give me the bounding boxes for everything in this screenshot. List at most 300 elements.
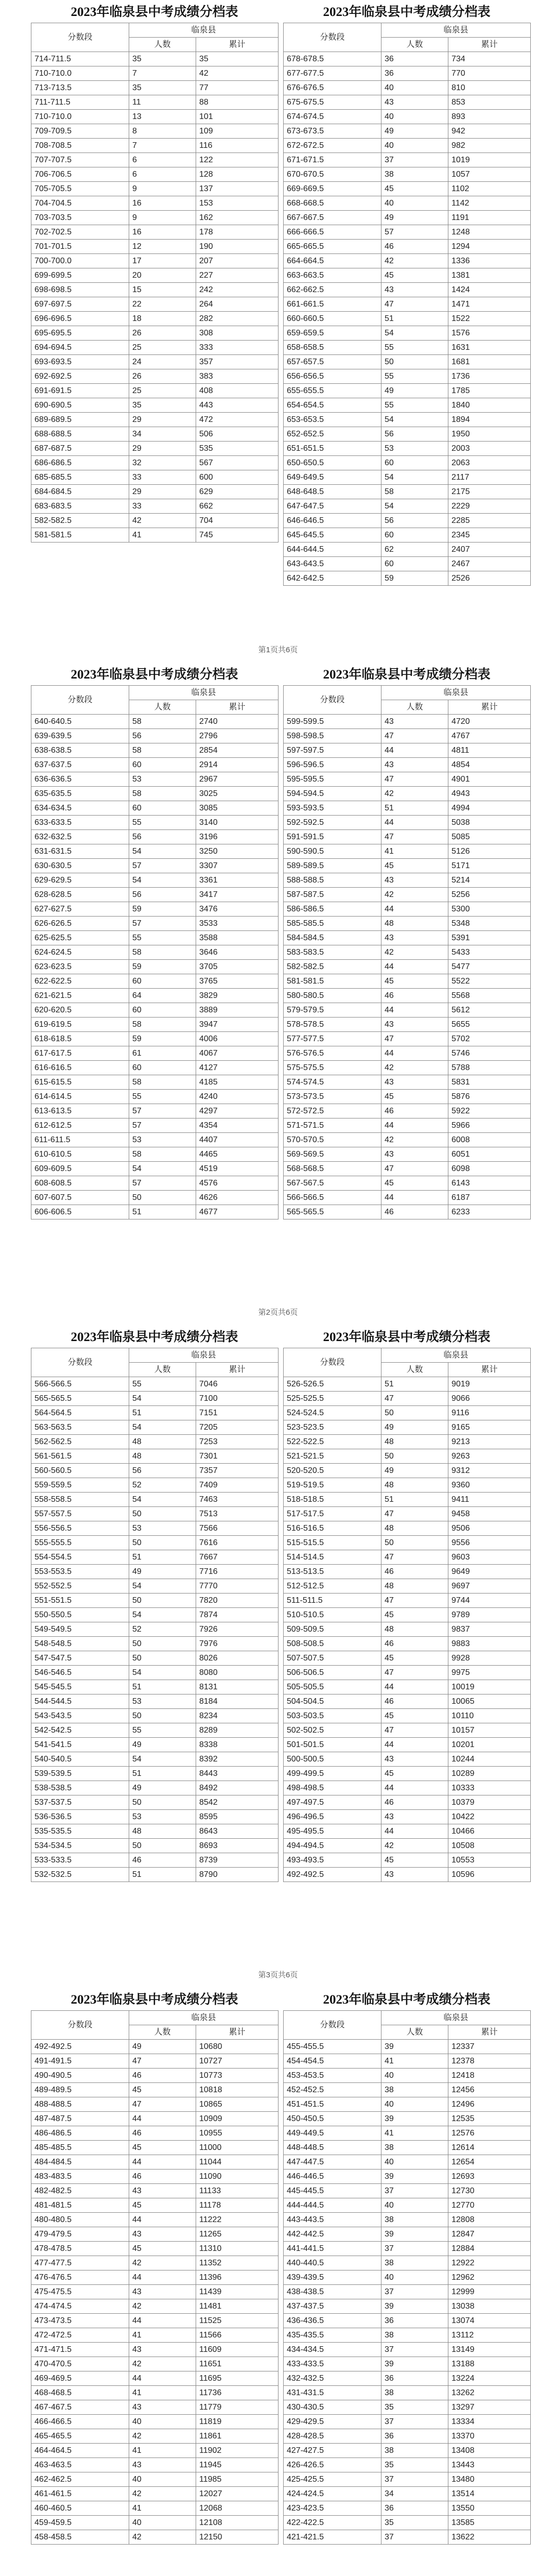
cell-count: 44	[129, 2270, 196, 2285]
cell-score-range: 567-567.5	[284, 1176, 381, 1191]
cell-cumulative: 408	[196, 384, 279, 398]
table-row	[31, 1839, 279, 1853]
cell-score-range: 490-490.5	[31, 2069, 129, 2083]
table-row	[284, 2083, 531, 2097]
table-row	[284, 196, 531, 211]
table-row	[284, 297, 531, 312]
cell-count: 47	[381, 830, 448, 844]
cell-score-range: 566-566.5	[31, 1377, 129, 1392]
cell-count: 39	[381, 2357, 448, 2371]
cell-count: 33	[129, 470, 196, 485]
cell-cumulative: 4677	[196, 1205, 279, 1219]
table-row	[31, 225, 279, 240]
table-row	[31, 1781, 279, 1795]
cell-count: 50	[129, 1191, 196, 1205]
cell-score-range: 671-671.5	[284, 153, 381, 167]
cell-score-range: 583-583.5	[284, 945, 381, 960]
cell-score-range: 499-499.5	[284, 1767, 381, 1781]
cell-count: 44	[381, 1118, 448, 1133]
cell-score-range: 555-555.5	[31, 1536, 129, 1550]
score-page	[0, 665, 556, 1327]
cell-score-range: 585-585.5	[284, 917, 381, 931]
cell-cumulative: 9213	[448, 1435, 531, 1449]
cell-score-range: 434-434.5	[284, 2343, 381, 2357]
cell-count: 42	[129, 2256, 196, 2270]
table-row	[284, 2054, 531, 2069]
table-row	[31, 1550, 279, 1565]
cell-count: 16	[129, 196, 196, 211]
table-row	[31, 1868, 279, 1882]
table-row	[284, 2242, 531, 2256]
table-row	[284, 1162, 531, 1176]
cell-count: 49	[381, 211, 448, 225]
cell-cumulative: 13370	[448, 2429, 531, 2444]
cell-score-range: 674-674.5	[284, 110, 381, 124]
cell-count: 47	[129, 2054, 196, 2069]
cell-cumulative: 2285	[448, 514, 531, 528]
table-row	[284, 758, 531, 772]
table-row	[31, 240, 279, 254]
cell-count: 36	[381, 2371, 448, 2386]
cell-cumulative: 7770	[196, 1579, 279, 1594]
table-row	[284, 729, 531, 743]
cell-score-range: 423-423.5	[284, 2501, 381, 2516]
cell-score-range: 694-694.5	[31, 341, 129, 355]
table-row	[31, 2285, 279, 2299]
cell-count: 42	[129, 2530, 196, 2545]
cell-cumulative: 10680	[196, 2040, 279, 2054]
table-row	[284, 499, 531, 514]
cell-score-range: 426-426.5	[284, 2458, 381, 2472]
cell-score-range: 689-689.5	[31, 413, 129, 427]
cell-count: 56	[129, 1464, 196, 1478]
header-row	[31, 686, 279, 700]
cell-count: 51	[381, 801, 448, 816]
table-row	[31, 2371, 279, 2386]
cell-count: 54	[129, 1752, 196, 1767]
cell-cumulative: 122	[196, 153, 279, 167]
cell-cumulative: 8693	[196, 1839, 279, 1853]
cell-score-range: 610-610.5	[31, 1147, 129, 1162]
table-row	[284, 1521, 531, 1536]
cell-count: 34	[381, 2487, 448, 2501]
score-table	[283, 2010, 531, 2545]
cell-score-range: 642-642.5	[284, 571, 381, 586]
cell-score-range: 660-660.5	[284, 312, 381, 326]
cell-score-range: 428-428.5	[284, 2429, 381, 2444]
cell-cumulative: 9603	[448, 1550, 531, 1565]
table-row	[31, 1104, 279, 1118]
cell-cumulative: 9556	[448, 1536, 531, 1550]
table-row	[31, 384, 279, 398]
cell-cumulative: 734	[448, 52, 531, 66]
cell-score-range: 478-478.5	[31, 2242, 129, 2256]
cell-cumulative: 7820	[196, 1594, 279, 1608]
cell-cumulative: 3140	[196, 816, 279, 830]
cell-score-range: 460-460.5	[31, 2501, 129, 2516]
cell-count: 58	[381, 485, 448, 499]
cell-cumulative: 770	[448, 66, 531, 81]
cell-count: 45	[381, 1709, 448, 1723]
table-row	[284, 1133, 531, 1147]
table-row	[284, 1493, 531, 1507]
cell-score-range: 435-435.5	[284, 2328, 381, 2343]
cell-count: 43	[381, 95, 448, 110]
table-row	[284, 1118, 531, 1133]
cell-cumulative: 13408	[448, 2444, 531, 2458]
table-row	[284, 1464, 531, 1478]
cell-cumulative: 9744	[448, 1594, 531, 1608]
cell-cumulative: 13480	[448, 2472, 531, 2487]
table-row	[31, 1795, 279, 1810]
cell-count: 44	[381, 902, 448, 917]
cell-cumulative: 10508	[448, 1839, 531, 1853]
cell-count: 51	[129, 1550, 196, 1565]
cell-cumulative: 8790	[196, 1868, 279, 1882]
table-row	[284, 1420, 531, 1435]
cell-score-range: 627-627.5	[31, 902, 129, 917]
cell-cumulative: 101	[196, 110, 279, 124]
cell-score-range: 606-606.5	[31, 1205, 129, 1219]
cell-count: 45	[129, 2198, 196, 2213]
cell-count: 50	[129, 1795, 196, 1810]
cell-cumulative: 3889	[196, 1003, 279, 1018]
cell-count: 45	[381, 1176, 448, 1191]
cell-cumulative: 2854	[196, 743, 279, 758]
table-row	[31, 801, 279, 816]
table-row	[284, 1795, 531, 1810]
table-row	[284, 1694, 531, 1709]
cell-count: 42	[381, 1061, 448, 1075]
cell-cumulative: 10727	[196, 2054, 279, 2069]
cell-count: 38	[381, 167, 448, 182]
page-footer: 第2页共6页	[258, 1308, 298, 1317]
table-row	[31, 1032, 279, 1046]
cell-score-range: 550-550.5	[31, 1608, 129, 1622]
cell-cumulative: 10773	[196, 2069, 279, 2083]
cell-count: 38	[381, 2444, 448, 2458]
cell-count: 38	[381, 2083, 448, 2097]
cell-count: 47	[129, 2097, 196, 2112]
header-score-range: 分数段	[31, 686, 129, 715]
cell-score-range: 614-614.5	[31, 1090, 129, 1104]
cell-count: 51	[381, 1377, 448, 1392]
cell-cumulative: 11736	[196, 2386, 279, 2400]
table-row	[31, 2184, 279, 2198]
cell-score-range: 487-487.5	[31, 2112, 129, 2126]
cell-count: 53	[129, 1810, 196, 1824]
cell-score-range: 649-649.5	[284, 470, 381, 485]
cell-cumulative: 7566	[196, 1521, 279, 1536]
table-row	[284, 873, 531, 888]
cell-cumulative: 3646	[196, 945, 279, 960]
cell-cumulative: 1142	[448, 196, 531, 211]
cell-cumulative: 2914	[196, 758, 279, 772]
cell-cumulative: 190	[196, 240, 279, 254]
cell-count: 45	[381, 974, 448, 989]
cell-score-range: 588-588.5	[284, 873, 381, 888]
cell-count: 45	[381, 1853, 448, 1868]
cell-count: 47	[381, 1594, 448, 1608]
table-row	[31, 1637, 279, 1651]
score-table-right	[283, 1990, 530, 2545]
cell-cumulative: 3705	[196, 960, 279, 974]
table-row	[284, 571, 531, 586]
cell-score-range: 623-623.5	[31, 960, 129, 974]
cell-count: 45	[381, 1608, 448, 1622]
cell-score-range: 508-508.5	[284, 1637, 381, 1651]
score-table-right	[283, 665, 530, 1219]
cell-count: 44	[129, 2314, 196, 2328]
cell-cumulative: 1191	[448, 211, 531, 225]
cell-count: 51	[381, 312, 448, 326]
cell-cumulative: 9411	[448, 1493, 531, 1507]
cell-count: 59	[129, 1032, 196, 1046]
cell-cumulative: 4767	[448, 729, 531, 743]
cell-score-range: 699-699.5	[31, 268, 129, 283]
cell-count: 35	[129, 52, 196, 66]
cell-cumulative: 1785	[448, 384, 531, 398]
cell-cumulative: 9263	[448, 1449, 531, 1464]
cell-cumulative: 5256	[448, 888, 531, 902]
cell-score-range: 470-470.5	[31, 2357, 129, 2371]
cell-count: 44	[129, 2213, 196, 2227]
table-row	[31, 2328, 279, 2343]
table-row	[31, 2097, 279, 2112]
cell-score-range: 635-635.5	[31, 787, 129, 801]
cell-cumulative: 5171	[448, 859, 531, 873]
table-row	[284, 2126, 531, 2141]
cell-score-range: 502-502.5	[284, 1723, 381, 1738]
cell-score-range: 509-509.5	[284, 1622, 381, 1637]
cell-count: 60	[129, 801, 196, 816]
cell-cumulative: 11222	[196, 2213, 279, 2227]
cell-count: 51	[129, 1205, 196, 1219]
cell-cumulative: 8131	[196, 1680, 279, 1694]
cell-cumulative: 8392	[196, 1752, 279, 1767]
cell-score-range: 483-483.5	[31, 2170, 129, 2184]
cell-score-range: 433-433.5	[284, 2357, 381, 2371]
cell-count: 43	[381, 1147, 448, 1162]
cell-count: 50	[129, 1839, 196, 1853]
table-row	[31, 2126, 279, 2141]
cell-cumulative: 5214	[448, 873, 531, 888]
table-row	[284, 2155, 531, 2170]
table-row	[284, 66, 531, 81]
table-row	[31, 427, 279, 442]
cell-cumulative: 13149	[448, 2343, 531, 2357]
table-row	[31, 2415, 279, 2429]
cell-count: 54	[129, 1420, 196, 1435]
cell-score-range: 651-651.5	[284, 442, 381, 456]
cell-score-range: 668-668.5	[284, 196, 381, 211]
cell-count: 41	[129, 2328, 196, 2343]
cell-score-range: 639-639.5	[31, 729, 129, 743]
cell-cumulative: 942	[448, 124, 531, 139]
table-row	[31, 66, 279, 81]
cell-score-range: 592-592.5	[284, 816, 381, 830]
table-row	[284, 110, 531, 124]
cell-score-range: 650-650.5	[284, 456, 381, 470]
cell-count: 42	[129, 2299, 196, 2314]
cell-count: 52	[129, 1478, 196, 1493]
cell-cumulative: 7301	[196, 1449, 279, 1464]
cell-score-range: 597-597.5	[284, 743, 381, 758]
score-table	[283, 1348, 531, 1882]
cell-score-range: 448-448.5	[284, 2141, 381, 2155]
cell-count: 26	[129, 369, 196, 384]
table-row	[284, 124, 531, 139]
cell-cumulative: 11439	[196, 2285, 279, 2299]
cell-score-range: 510-510.5	[284, 1608, 381, 1622]
cell-cumulative: 1840	[448, 398, 531, 413]
cell-count: 49	[129, 1565, 196, 1579]
cell-score-range: 421-421.5	[284, 2530, 381, 2545]
table-row	[31, 816, 279, 830]
table-row	[31, 167, 279, 182]
cell-cumulative: 2063	[448, 456, 531, 470]
cell-count: 38	[381, 2256, 448, 2270]
cell-count: 50	[129, 1651, 196, 1666]
table-row	[31, 1162, 279, 1176]
cell-count: 20	[129, 268, 196, 283]
cell-cumulative: 7926	[196, 1622, 279, 1637]
cell-count: 49	[381, 1464, 448, 1478]
cell-count: 45	[129, 2083, 196, 2097]
table-row	[284, 931, 531, 945]
cell-score-range: 593-593.5	[284, 801, 381, 816]
cell-score-range: 465-465.5	[31, 2429, 129, 2444]
cell-cumulative: 12337	[448, 2040, 531, 2054]
table-row	[31, 326, 279, 341]
cell-cumulative: 12770	[448, 2198, 531, 2213]
cell-count: 41	[381, 844, 448, 859]
cell-cumulative: 7716	[196, 1565, 279, 1579]
cell-count: 48	[381, 1521, 448, 1536]
header-score-range: 分数段	[284, 686, 381, 715]
cell-score-range: 422-422.5	[284, 2516, 381, 2530]
cell-count: 40	[381, 2155, 448, 2170]
cell-cumulative: 4626	[196, 1191, 279, 1205]
table-row	[284, 355, 531, 369]
cell-score-range: 713-713.5	[31, 81, 129, 95]
cell-count: 50	[381, 1406, 448, 1420]
table-row	[284, 1090, 531, 1104]
cell-cumulative: 8595	[196, 1810, 279, 1824]
table-row	[284, 95, 531, 110]
cell-score-range: 653-653.5	[284, 413, 381, 427]
cell-score-range: 620-620.5	[31, 1003, 129, 1018]
table-row	[31, 341, 279, 355]
table-row	[284, 1810, 531, 1824]
cell-count: 29	[129, 442, 196, 456]
cell-score-range: 562-562.5	[31, 1435, 129, 1449]
cell-score-range: 523-523.5	[284, 1420, 381, 1435]
cell-count: 55	[381, 341, 448, 355]
cell-score-range: 444-444.5	[284, 2198, 381, 2213]
page-footer: 第1页共6页	[258, 646, 298, 654]
table-row	[284, 1205, 531, 1219]
table-row	[31, 514, 279, 528]
cell-cumulative: 12847	[448, 2227, 531, 2242]
cell-count: 35	[129, 398, 196, 413]
cell-count: 12	[129, 240, 196, 254]
table-row	[31, 2112, 279, 2126]
cell-cumulative: 333	[196, 341, 279, 355]
cell-cumulative: 13074	[448, 2314, 531, 2328]
score-table	[283, 685, 531, 1219]
cell-cumulative: 11265	[196, 2227, 279, 2242]
table-row	[284, 1392, 531, 1406]
table-row	[284, 1666, 531, 1680]
cell-cumulative: 13262	[448, 2386, 531, 2400]
cell-count: 56	[129, 888, 196, 902]
cell-cumulative: 11481	[196, 2299, 279, 2314]
cell-count: 62	[381, 543, 448, 557]
cell-count: 50	[129, 1536, 196, 1550]
cell-score-range: 710-710.0	[31, 110, 129, 124]
table-row	[284, 1637, 531, 1651]
cell-cumulative: 10110	[448, 1709, 531, 1723]
cell-score-range: 442-442.5	[284, 2227, 381, 2242]
table-row	[284, 470, 531, 485]
cell-score-range: 471-471.5	[31, 2343, 129, 2357]
cell-count: 43	[129, 2400, 196, 2415]
cell-score-range: 707-707.5	[31, 153, 129, 167]
cell-count: 42	[381, 888, 448, 902]
table-row	[31, 902, 279, 917]
cell-count: 25	[129, 341, 196, 355]
table-row	[31, 2040, 279, 2054]
table-row	[31, 1392, 279, 1406]
cell-count: 48	[129, 1449, 196, 1464]
cell-count: 64	[129, 989, 196, 1003]
table-row	[284, 1680, 531, 1694]
table-row	[31, 1205, 279, 1219]
cell-count: 35	[129, 81, 196, 95]
cell-score-range: 532-532.5	[31, 1868, 129, 1882]
cell-cumulative: 11651	[196, 2357, 279, 2371]
header-score-range: 分数段	[284, 23, 381, 52]
cell-cumulative: 9116	[448, 1406, 531, 1420]
table-row	[31, 110, 279, 124]
table-row	[284, 917, 531, 931]
cell-score-range: 450-450.5	[284, 2112, 381, 2126]
cell-score-range: 658-658.5	[284, 341, 381, 355]
header-count: 人数	[129, 38, 196, 52]
cell-score-range: 702-702.5	[31, 225, 129, 240]
cell-score-range: 472-472.5	[31, 2328, 129, 2343]
cell-cumulative: 12027	[196, 2487, 279, 2501]
cell-count: 43	[381, 1810, 448, 1824]
cell-score-range: 436-436.5	[284, 2314, 381, 2328]
table-row	[31, 1046, 279, 1061]
table-row	[31, 1377, 279, 1392]
table-row	[31, 2069, 279, 2083]
table-row	[284, 1435, 531, 1449]
cell-cumulative: 1471	[448, 297, 531, 312]
table-row	[284, 153, 531, 167]
cell-score-range: 466-466.5	[31, 2415, 129, 2429]
table-row	[284, 1003, 531, 1018]
cell-cumulative: 9883	[448, 1637, 531, 1651]
cell-count: 54	[129, 873, 196, 888]
cell-cumulative: 1019	[448, 153, 531, 167]
cell-cumulative: 2003	[448, 442, 531, 456]
cell-score-range: 548-548.5	[31, 1637, 129, 1651]
cell-cumulative: 12654	[448, 2155, 531, 2170]
table-row	[31, 1723, 279, 1738]
